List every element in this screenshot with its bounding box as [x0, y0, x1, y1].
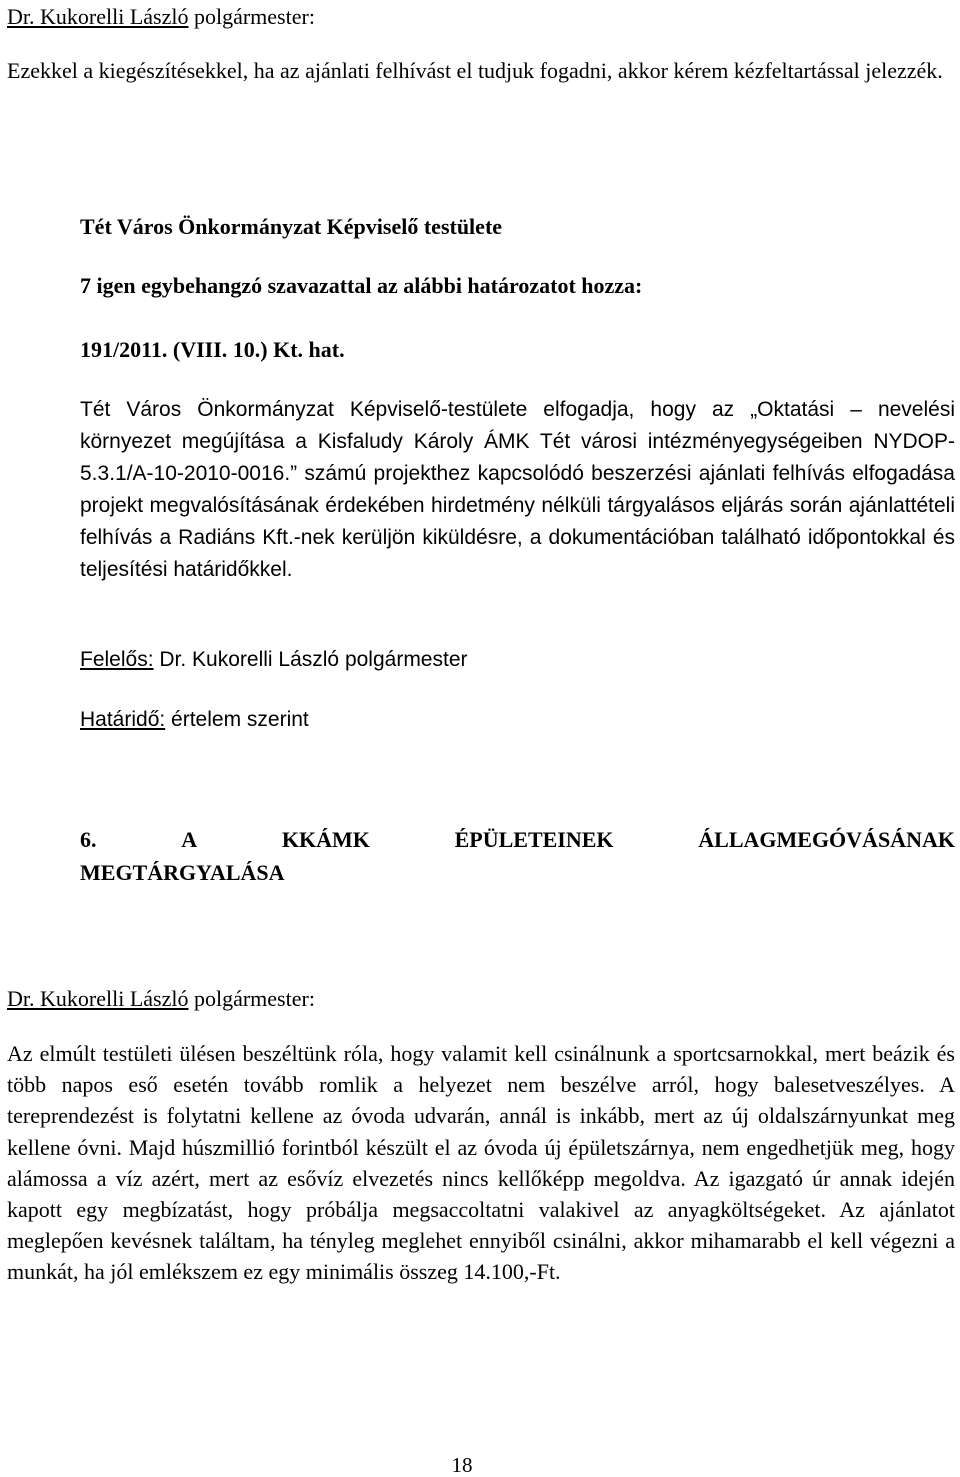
agenda-word: A	[181, 827, 198, 852]
agenda-word: KKÁMK	[281, 827, 370, 852]
resolution-number: 191/2011. (VIII. 10.) Kt. hat.	[80, 337, 345, 362]
resolution-vote-line: 7 igen egybehangzó szavazattal az alábbi határozatot hozza:	[80, 273, 643, 298]
resolution-text: Tét Város Önkormányzat Képviselő-testülete elfogadja, hogy az „Oktatási – nevelési környezet megújítása a Kisfaludy Károly ÁMK Tét városi intézményegységeiben NYDOP-5.3.1/A-10-2010-0016.” számú projekthez kapcsolódó beszerzési ajánlati felhívás elfogadása projekt megvalósításának érdekében hirdetmény nélküli tárgyalásos eljárás során ajánlattételi felhívás a Radiáns Kft.-nek kerüljön kiküldésre, a dokumentációban található időpontokkal és teljesítési határidőkkel.	[80, 398, 955, 581]
speaker-role: polgármester:	[188, 986, 315, 1011]
responsible-label: Felelős:	[80, 648, 154, 671]
deadline-label: Határidő:	[80, 708, 166, 731]
page-number: 18	[451, 1453, 473, 1477]
speaker-heading	[7, 4, 315, 30]
agenda-number: 6.	[80, 827, 97, 852]
agenda-heading-line-2: MEGTÁRGYALÁSA	[80, 860, 285, 885]
agenda-word: ÁLLAGMEGÓVÁSÁNAK	[698, 827, 955, 852]
responsible-line	[80, 647, 468, 673]
resolution-body-line: Tét Város Önkormányzat Képviselő testülete	[80, 214, 503, 239]
agenda-item-heading	[80, 823, 955, 889]
speech-paragraph: Az elmúlt testületi ülésen beszéltünk róla, hogy valamit kell csinálnunk a sportcsarnokkal, mert beázik és több napos eső esetén tovább romlik a helyezet nem beszélve arról, hogy balesetveszélyes. A tereprendezést is folytatni kellene az óvoda udvarán, annál is inkább, mert az új oldalszárnyunkat meg kellene óvni. Majd húszmillió forintból készült el az óvoda új épületszárnya, nem engedhetjük meg, hogy alámossa a víz azért, mert az esővíz elvezetés nincs kellőképp megoldva. Az igazgató úr annak idején kapott egy megbízatást, hogy próbálja megsaccoltatni valakivel az anyagköltségeket. Az ajánlatot meglepően kevésnek találtam, ha tényleg meglehet ennyiből csinálni, akkor mihamarabb el kell végezni a munkát, ha jól emlékszem ez egy minimális összeg 14.100,-Ft.	[7, 1041, 955, 1285]
speaker-role: polgármester:	[188, 4, 315, 29]
agenda-heading-line-1	[80, 823, 955, 856]
speaker-name: Dr. Kukorelli László	[7, 986, 189, 1011]
speaker-name: Dr. Kukorelli László	[7, 4, 189, 29]
deadline-value: értelem szerint	[165, 708, 309, 731]
speaker-heading	[7, 986, 315, 1012]
agenda-word: ÉPÜLETEINEK	[454, 827, 614, 852]
responsible-value: Dr. Kukorelli László polgármester	[153, 648, 468, 671]
deadline-line	[80, 707, 309, 733]
intro-paragraph: Ezekkel a kiegészítésekkel, ha az ajánlati felhívást el tudjuk fogadni, akkor kérem kézfeltartással jelezzék.	[7, 58, 943, 83]
